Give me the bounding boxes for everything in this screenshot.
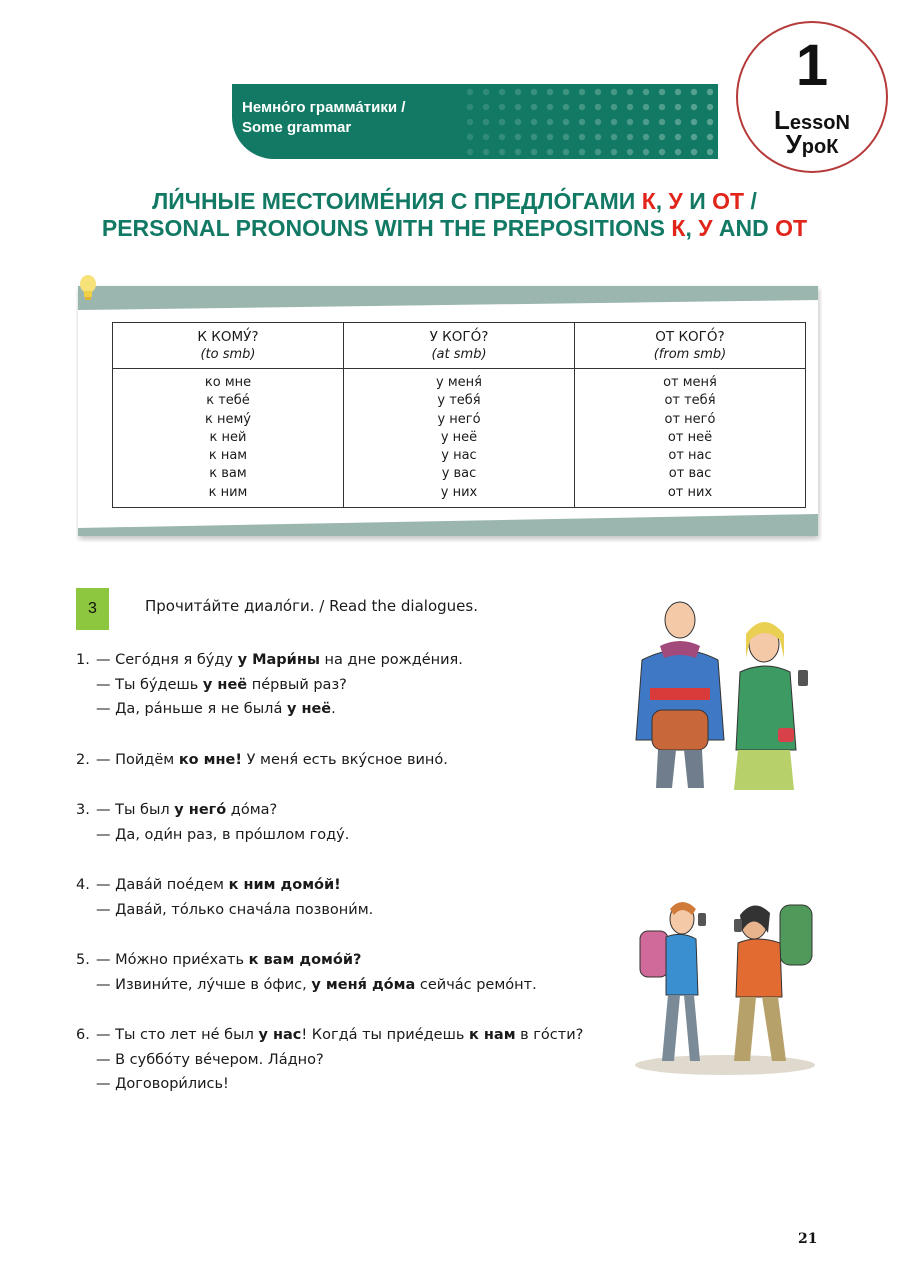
section-title-en: Some grammar bbox=[242, 119, 352, 136]
page-number: 21 bbox=[798, 1231, 818, 1247]
dialogue-item bbox=[76, 873, 583, 922]
highlighted-phrase: у неё bbox=[286, 701, 332, 717]
col-header-u: У КОГО́? (at smb) bbox=[344, 323, 575, 369]
dialogue-line bbox=[76, 697, 583, 722]
table-cell: у меня́ bbox=[436, 375, 482, 390]
table-cell: у вас bbox=[441, 466, 477, 482]
table-row bbox=[113, 369, 806, 508]
col-header-ot: ОТ КОГО́? (from smb) bbox=[575, 323, 806, 369]
pronoun-table bbox=[112, 322, 806, 508]
dialogue-text: на дне рожде́ния. bbox=[319, 652, 463, 668]
table-cell: от неё bbox=[667, 429, 713, 445]
dialogue-item bbox=[76, 748, 583, 773]
dialogue-text: пе́рвый раз? bbox=[247, 676, 347, 693]
table-header-row bbox=[113, 323, 806, 369]
highlighted-phrase: у нас bbox=[258, 1027, 302, 1043]
highlighted-phrase: к ним домо́й! bbox=[228, 877, 341, 893]
dot-pattern bbox=[462, 84, 718, 159]
table-cell: у нас bbox=[441, 448, 477, 464]
table-cell: от тебя́ bbox=[664, 393, 716, 409]
dialogue-text: — Да, оди́н раз, в про́шлом году́. bbox=[96, 826, 350, 843]
dialogue-text: — Дава́й, то́лько снача́ла позвони́м. bbox=[96, 901, 374, 918]
dialogue-line bbox=[76, 873, 583, 898]
exercise-number: 3 bbox=[76, 588, 109, 630]
table-cell: к вам bbox=[209, 466, 247, 482]
lesson-label-ru: УроК bbox=[785, 129, 839, 159]
dialogue-line bbox=[76, 948, 583, 973]
col-k-cell bbox=[113, 369, 344, 508]
dialogue-text: — Мо́жно прие́хать bbox=[96, 952, 249, 968]
dialogue-text: в го́сти? bbox=[515, 1027, 584, 1043]
section-title bbox=[242, 98, 405, 138]
table-cell: к нему́ bbox=[205, 411, 251, 427]
dialogue-text: — Договори́лись! bbox=[96, 1076, 229, 1092]
dialogue-line bbox=[76, 823, 583, 848]
dialogue-item bbox=[76, 648, 583, 722]
highlighted-phrase: к вам домо́й? bbox=[248, 952, 362, 968]
dialogue-number: 4. bbox=[76, 877, 90, 893]
table-cell: от него́ bbox=[664, 411, 716, 427]
dialogue-text: — Извини́те, лу́чше в о́фис, bbox=[96, 976, 312, 993]
table-cell: от нас bbox=[668, 448, 712, 464]
dialogue-text: сейча́с ремо́нт. bbox=[415, 976, 537, 993]
dialogue-text: — Ты сто лет не́ был bbox=[96, 1027, 259, 1043]
dialogue-item bbox=[76, 1023, 583, 1097]
dialogue-text: — Пойдём bbox=[96, 751, 179, 768]
dialogue-line bbox=[76, 648, 583, 673]
highlighted-phrase: к нам bbox=[469, 1027, 516, 1043]
dialogue-text: — Да, ра́ньше я не была́ bbox=[96, 701, 287, 717]
section-banner bbox=[232, 84, 718, 159]
dialogue-line bbox=[76, 1048, 583, 1073]
page-heading bbox=[0, 188, 909, 242]
lesson-number: 1 bbox=[795, 33, 829, 98]
table-cell: от вас bbox=[668, 466, 712, 482]
dialogue-text: — Сего́дня я бу́ду bbox=[96, 652, 238, 668]
heading-ru: ЛИ́ЧНЫЕ МЕСТОИМЕ́НИЯ С ПРЕДЛО́ГАМИ К, У И ОТ / bbox=[152, 188, 757, 214]
dialogue-line bbox=[76, 1023, 583, 1048]
dialogue-text: — Дава́й поéдем bbox=[96, 877, 229, 893]
dialogue-line bbox=[76, 1072, 583, 1097]
dialogue-text: У меня́ есть вку́сное вино́. bbox=[241, 751, 448, 768]
dialogue-text: . bbox=[331, 701, 336, 717]
lightbulb-icon bbox=[78, 274, 98, 304]
section-title-ru: Немно́го грамма́тики / bbox=[242, 99, 406, 116]
lesson-badge bbox=[736, 21, 888, 173]
highlighted-phrase: у него́ bbox=[174, 802, 227, 818]
lesson-label-en: LessoN bbox=[774, 105, 850, 135]
table-cell: у них bbox=[440, 484, 478, 500]
highlighted-phrase: у меня́ до́ма bbox=[311, 976, 416, 993]
dialogue-number: 5. bbox=[76, 952, 90, 968]
dialogue-text: — В суббо́ту ве́чером. Ла́дно? bbox=[96, 1051, 324, 1068]
heading-en: PERSONAL PRONOUNS WITH THE PREPOSITIONS К, У AND ОТ bbox=[101, 215, 808, 241]
dialogue-line bbox=[76, 973, 583, 998]
dialogue-line bbox=[76, 748, 583, 773]
illustration-backpackers bbox=[630, 885, 820, 1080]
table-cell: к нам bbox=[208, 448, 248, 464]
col-header-k: К КОМУ́? (to smb) bbox=[113, 323, 344, 369]
highlighted-phrase: у неё bbox=[202, 676, 248, 693]
dialogue-item bbox=[76, 948, 583, 997]
dialogue-line bbox=[76, 673, 583, 698]
table-cell: от меня́ bbox=[663, 375, 717, 390]
col-u-cell bbox=[344, 369, 575, 508]
table-cell: у него́ bbox=[437, 411, 481, 427]
dialogue-number: 2. bbox=[76, 751, 90, 768]
table-cell: к тебе́ bbox=[206, 393, 250, 409]
dialogue-list bbox=[76, 648, 583, 1123]
table-cell: от них bbox=[667, 484, 713, 500]
dialogue-text: — Ты был bbox=[96, 802, 175, 818]
dialogue-number: 3. bbox=[76, 802, 90, 818]
table-cell: у тебя́ bbox=[437, 393, 481, 409]
dialogue-text: — Ты бу́дешь bbox=[96, 676, 203, 693]
table-cell: у неё bbox=[440, 429, 478, 445]
exercise-instruction: Прочита́йте диало́ги. / Read the dialogues. bbox=[145, 597, 478, 615]
table-cell: к ней bbox=[209, 429, 247, 445]
dialogue-number: 6. bbox=[76, 1027, 90, 1043]
highlighted-phrase: у Мари́ны bbox=[237, 652, 320, 668]
col-ot-cell bbox=[575, 369, 806, 508]
table-cell: к ним bbox=[208, 484, 248, 500]
dialogue-text: ! Когда́ ты прие́дешь bbox=[301, 1027, 469, 1043]
dialogue-number: 1. bbox=[76, 652, 90, 668]
illustration-couple bbox=[620, 600, 820, 795]
dialogue-line bbox=[76, 798, 583, 823]
table-cell: ко мне bbox=[204, 375, 252, 390]
dialogue-item bbox=[76, 798, 583, 847]
highlighted-phrase: ко мне! bbox=[178, 751, 242, 768]
dialogue-line bbox=[76, 898, 583, 923]
dialogue-text: до́ма? bbox=[226, 802, 278, 818]
